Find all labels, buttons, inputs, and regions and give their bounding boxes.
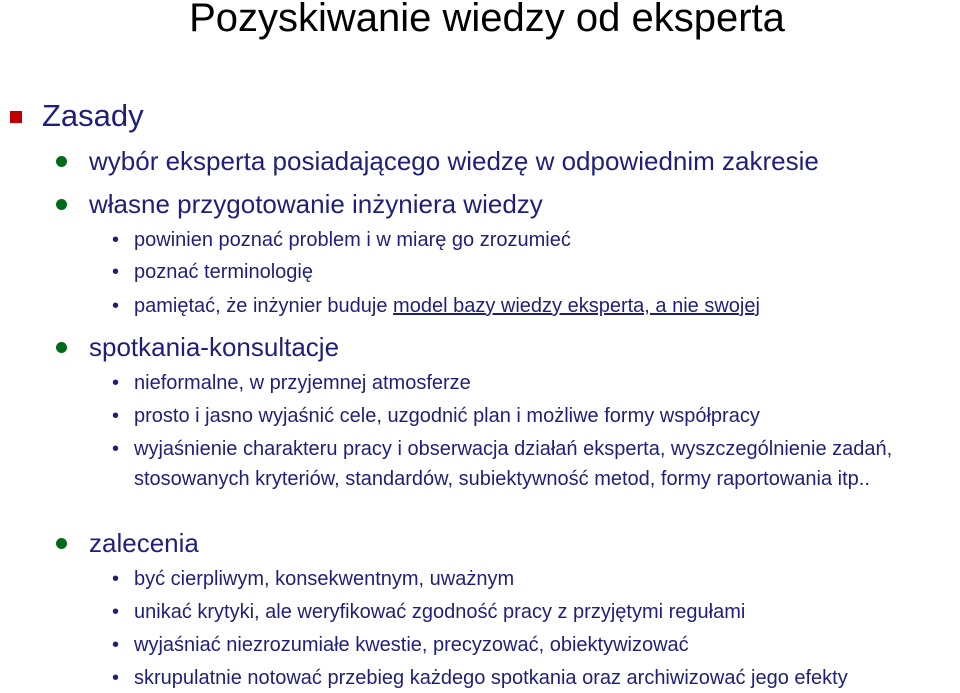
sub-bullet-icon: • [112, 568, 120, 590]
sub-item-label: poznać terminologię [134, 261, 313, 283]
sub-bullet-icon: • [112, 634, 120, 656]
point-label: spotkania-konsultacje [89, 331, 340, 362]
sub-item [112, 225, 571, 255]
section-heading [10, 98, 144, 134]
slide-title: Pozyskiwanie wiedzy od eksperta [189, 0, 785, 40]
sub-item [112, 597, 745, 627]
sub-bullet-icon: • [112, 667, 120, 689]
sub-item-label: wyjaśnienie charakteru pracy i obserwacja działań eksperta, wyszczególnienie zadań, stosowanych kryteriów, standardów, subiektywność metod, formy raportowania itp.. [134, 438, 893, 490]
square-bullet-icon [10, 111, 22, 123]
round-bullet-icon [56, 156, 67, 167]
sub-bullet-icon: • [112, 229, 120, 251]
sub-item [112, 564, 514, 594]
point-recommendations [56, 528, 199, 558]
sub-item [112, 663, 848, 693]
sub-item [112, 434, 944, 490]
sub-bullet-icon: • [112, 295, 120, 317]
sub-item-label: być cierpliwym, konsekwentnym, uważnym [134, 568, 515, 590]
sub-item-label: prosto i jasno wyjaśnić cele, uzgodnić plan i możliwe formy współpracy [134, 405, 760, 427]
sub-item-label: unikać krytyki, ale weryfikować zgodność pracy z przyjętymi regułami [134, 601, 746, 623]
sub-item [112, 257, 313, 287]
sub-item [112, 291, 760, 321]
sub-bullet-icon: • [112, 601, 120, 623]
sub-item-label [134, 291, 760, 321]
sub-bullet-icon: • [112, 438, 120, 460]
sub-item-text: pamiętać, że inżynier buduje [134, 295, 394, 317]
underlined-phrase: model bazy wiedzy eksperta, a nie swojej [393, 295, 760, 317]
point-label: wybór eksperta posiadającego wiedzę w odpowiednim zakresie [89, 145, 819, 176]
sub-bullet-icon: • [112, 405, 120, 427]
sub-item-label: wyjaśniać niezrozumiałe kwestie, precyzować, obiektywizować [134, 634, 689, 656]
sub-item [112, 630, 689, 660]
point-label: własne przygotowanie inżyniera wiedzy [89, 188, 543, 219]
sub-bullet-icon: • [112, 261, 120, 283]
sub-item [112, 401, 760, 431]
point-label: zalecenia [89, 527, 199, 558]
round-bullet-icon [56, 538, 67, 549]
point-meetings [56, 332, 339, 362]
round-bullet-icon [56, 199, 67, 210]
sub-item-label: skrupulatnie notować przebieg każdego spotkania oraz archiwizować jego efekty [134, 667, 848, 689]
section-heading-label: Zasady [42, 98, 144, 133]
sub-item-label: nieformalne, w przyjemnej atmosferze [134, 372, 471, 394]
sub-item-label: powinien poznać problem i w miarę go zrozumieć [134, 229, 571, 251]
point-expert-selection [56, 146, 819, 176]
sub-item [112, 368, 471, 398]
point-engineer-preparation [56, 189, 543, 219]
sub-bullet-icon: • [112, 372, 120, 394]
round-bullet-icon [56, 342, 67, 353]
